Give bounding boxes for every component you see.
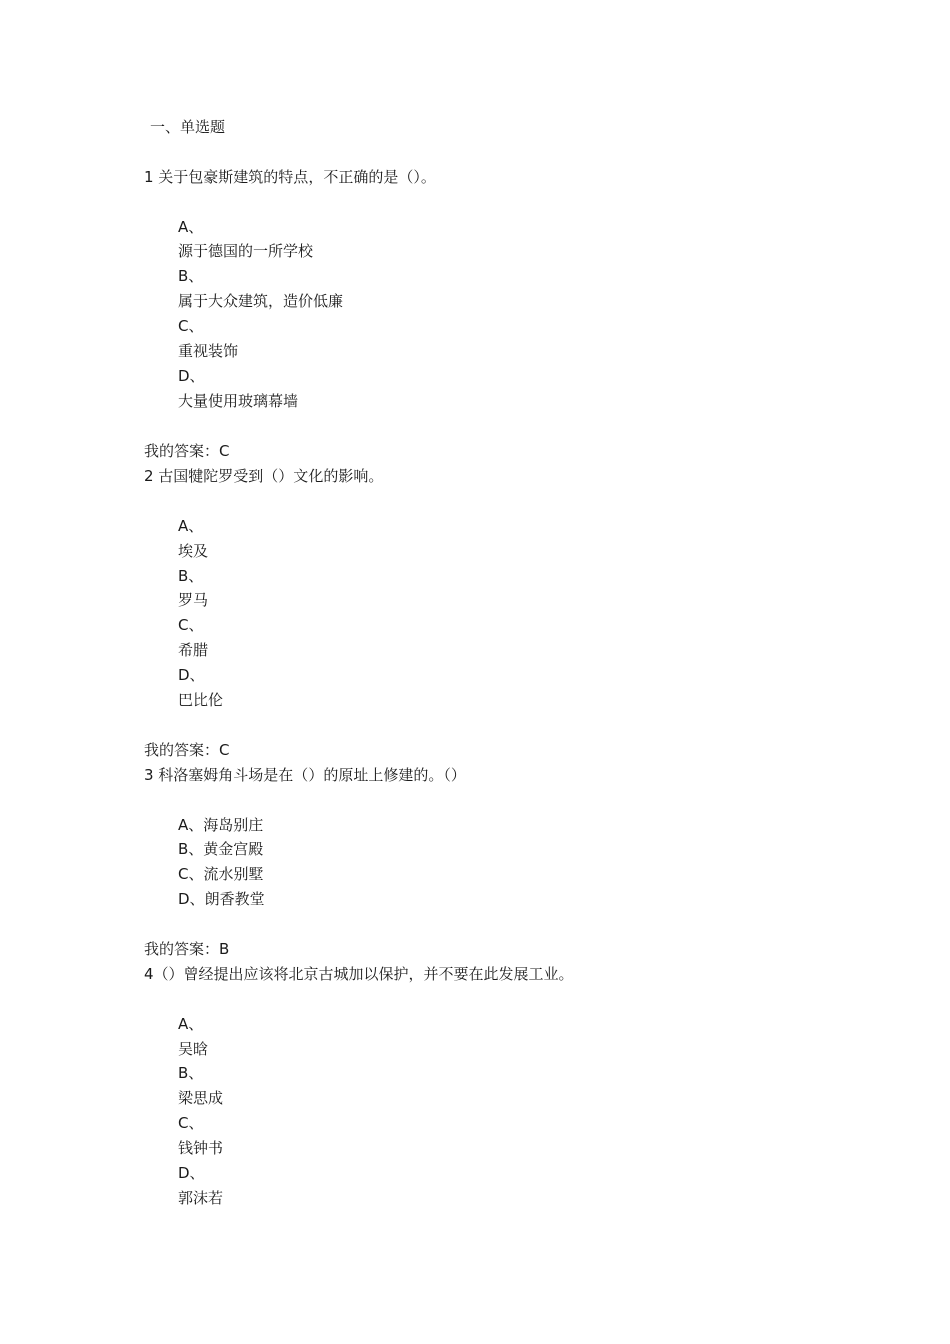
- q2-option-a-label: A、: [178, 517, 204, 535]
- q2-option-d-text: 巴比伦: [178, 691, 224, 709]
- q1-option-d-text: 大量使用玻璃幕墙: [178, 392, 299, 410]
- q3-option-b-label: B、: [178, 840, 204, 858]
- q1-option-c-text: 重视装饰: [178, 342, 239, 360]
- q4-option-a-label: A、: [178, 1015, 204, 1033]
- q2-option-c-text: 希腊: [178, 641, 209, 659]
- q3-option-a-text: 海岛别庄: [203, 816, 264, 834]
- q3-answer: 我的答案：B: [144, 940, 230, 958]
- q4-option-b-text: 梁思成: [178, 1089, 224, 1107]
- q3-option-c-label: C、: [178, 865, 204, 883]
- q3-option-b-text: 黄金宫殿: [203, 840, 264, 858]
- q2-answer: 我的答案：C: [144, 741, 230, 759]
- q4-option-c-label: C、: [178, 1114, 204, 1132]
- question-4-stem: 4（）曾经提出应该将北京古城加以保护，并不要在此发展工业。: [144, 965, 574, 983]
- q4-option-d-text: 郭沫若: [178, 1189, 224, 1207]
- q4-option-b-label: B、: [178, 1064, 204, 1082]
- q2-option-b-label: B、: [178, 567, 204, 585]
- q3-option-d-label: D、: [178, 890, 205, 908]
- q3-option-a-label: A、: [178, 816, 204, 834]
- q4-option-d-label: D、: [178, 1164, 205, 1182]
- q4-option-c-text: 钱钟书: [178, 1139, 224, 1157]
- q1-option-a-text: 源于德国的一所学校: [178, 242, 314, 260]
- q3-option-d: [178, 889, 265, 909]
- q1-option-c-label: C、: [178, 317, 204, 335]
- q4-option-a-text: 吴晗: [178, 1040, 209, 1058]
- q2-option-b-text: 罗马: [178, 591, 209, 609]
- q1-option-d-label: D、: [178, 367, 205, 385]
- q3-option-a: [178, 815, 263, 835]
- q2-option-c-label: C、: [178, 616, 204, 634]
- q3-option-d-text: 朗香教堂: [204, 890, 265, 908]
- question-3-stem: 3 科洛塞姆角斗场是在（）的原址上修建的。（）: [144, 766, 466, 784]
- question-1-stem: 1 关于包豪斯建筑的特点，不正确的是（）。: [144, 168, 436, 186]
- q3-option-c-text: 流水别墅: [203, 865, 264, 883]
- q1-option-b-text: 属于大众建筑，造价低廉: [178, 292, 344, 310]
- question-2-stem: 2 古国犍陀罗受到（）文化的影响。: [144, 467, 384, 485]
- q1-option-b-label: B、: [178, 267, 204, 285]
- q2-option-d-label: D、: [178, 666, 205, 684]
- q3-option-c: [178, 864, 264, 884]
- q2-option-a-text: 埃及: [178, 542, 209, 560]
- section-title: 一、单选题: [150, 118, 226, 136]
- q3-option-b: [178, 839, 263, 859]
- q1-answer: 我的答案：C: [144, 442, 230, 460]
- q1-option-a-label: A、: [178, 218, 204, 236]
